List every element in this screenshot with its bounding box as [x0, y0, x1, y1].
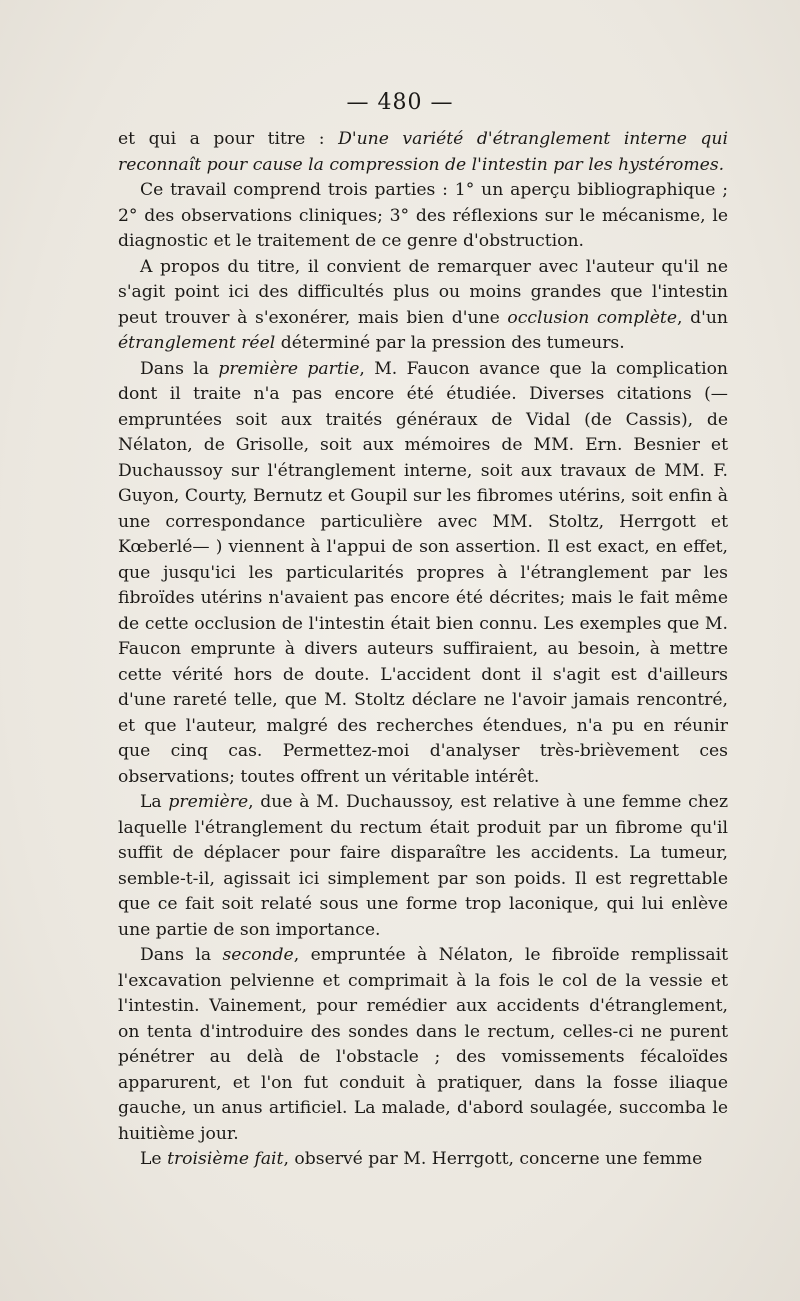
paragraph [118, 127, 728, 178]
text-run: Dans la [140, 945, 223, 965]
text-run: déterminé par la pression des tumeurs. [275, 333, 625, 353]
italic-text: première [168, 792, 249, 812]
text-run: , d'un [677, 307, 728, 328]
text-run: , empruntée à Nélaton, le fibroïde remplissait l'excavation pelvienne et comprimait à la fois le col de la vessie et l'intestin. Vainement, pour remédier aux accidents d'étranglement, on tenta d'introduire des sondes dans le rectum, celles-ci ne purent pénétrer au delà de l'obstacle ; des vomissements fécaloïdes apparurent, et l'on fut conduit à pratiquer, dans la fosse iliaque gauche, un anus artificiel. La malade, d'abord soulagée, succomba le huitième jour. [118, 945, 729, 1144]
paragraph [118, 1147, 728, 1173]
italic-text: seconde [222, 945, 294, 965]
italic-text: première partie [218, 358, 360, 379]
italic-text: troisième fait [167, 1149, 284, 1169]
italic-text: étranglement réel [118, 333, 276, 353]
text-run: A propos du titre, il convient de remarquer avec l'auteur qu'il ne s'agit point ici des difficultés plus ou moins grandes que l'intestin peut trouver à s'exonérer, mais bien d'une [118, 256, 728, 328]
text-run: , observé par M. Herrgott, concerne une femme [283, 1149, 703, 1169]
paragraph [118, 178, 728, 255]
italic-text: occlusion complète [507, 307, 677, 328]
text-run: La [140, 792, 169, 812]
text-run: , due à M. Duchaussoy, est relative à une femme chez laquelle l'étranglement du rectum était produit par un fibrome qu'il suffit de déplacer pour faire disparaître les accidents. La tumeur, semble-t-il, agissait ici simplement par son poids. Il est regrettable que ce fait soit relaté sous une forme trop laconique, qui lui enlève une partie de son importance. [118, 792, 728, 940]
page-number: — 480 — [346, 90, 454, 115]
paragraph [118, 255, 728, 357]
paragraph [118, 790, 728, 943]
text-run: et qui a pour titre : [118, 129, 339, 149]
body-text [118, 127, 728, 1173]
text-run: Ce travail comprend trois parties : 1° un aperçu bibliographique ; 2° des observations cliniques; 3° des réflexions sur le mécanisme, le diagnostic et le traitement de ce genre d'obstruction. [118, 180, 728, 251]
paragraph [118, 943, 728, 1147]
italic-text: D'une variété d'étranglement interne qui reconnaît pour cause la compression de l'intestin par les hystéromes. [118, 129, 728, 175]
text-run: Le [140, 1149, 168, 1169]
text-run: , M. Faucon avance que la complication dont il traite n'a pas encore été étudiée. Diverses citations (— empruntées soit aux traités généraux de Vidal (de Cassis), de Nélaton, de Grisolle, soit aux mémoires de MM. Ern. Besnier et Duchaussoy sur l'étranglement interne, soit aux travaux de MM. F. Guyon, Courty, Bernutz et Goupil sur les fibromes utérins, soit enfin à une correspondance particulière avec MM. Stoltz, Herrgott et Kœberlé— ) viennent à l'appui de son assertion. Il est exact, en effet, que jusqu'ici les particularités propres à l'étranglement par les fibroïdes utérins n'avaient pas encore été décrites; mais le fait même de cette occlusion de l'intestin était bien connu. Les exemples que M. Faucon emprunte à divers auteurs suffiraient, au besoin, à mettre cette vérité hors de doute. L'accident dont il s'agit est d'ailleurs d'une rareté telle, que M. Stoltz déclare ne l'avoir jamais rencontré, et que l'auteur, malgré des recherches étendues, n'a pu en réunir que cinq cas. Permettez-moi d'analyser très-brièvement ces observations; toutes offrent un véritable intérêt. [118, 358, 729, 787]
paragraph [118, 357, 728, 791]
text-run: Dans la [140, 358, 219, 379]
